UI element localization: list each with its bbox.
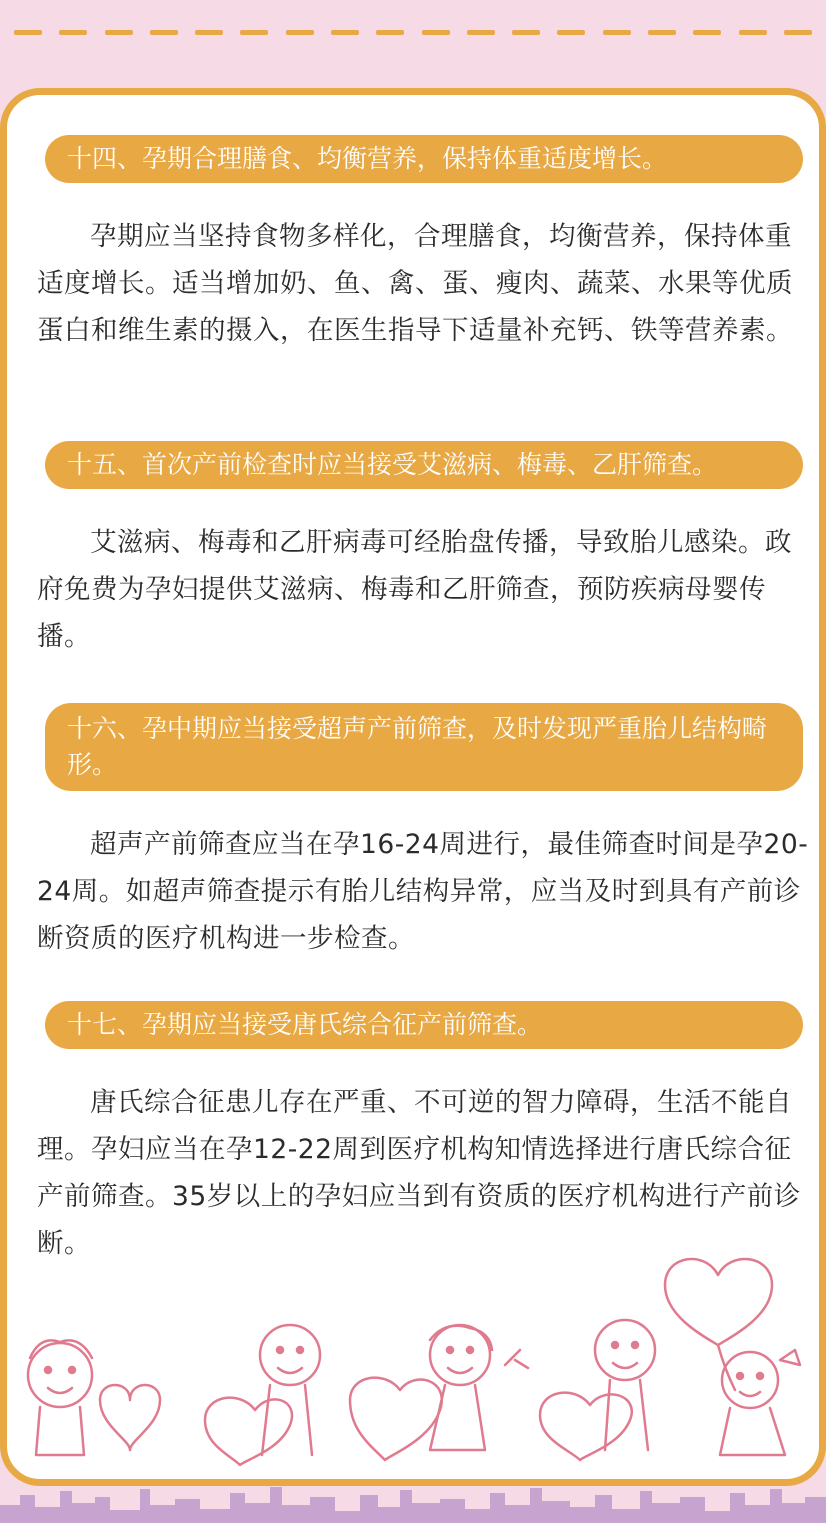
section-heading-14: 十四、孕期合理膳食、均衡营养，保持体重适度增长。	[45, 135, 803, 183]
section-heading-17: 十七、孕期应当接受唐氏综合征产前筛查。	[45, 1001, 803, 1049]
child-with-heart-icon	[28, 1340, 160, 1455]
girl-with-balloon-icon	[665, 1259, 800, 1455]
top-dashed-border	[0, 30, 826, 36]
section-heading-16: 十六、孕中期应当接受超声产前筛查，及时发现严重胎儿结构畸形。	[45, 703, 803, 791]
section-body-16: 超声产前筛查应当在孕16-24周进行，最佳筛查时间是孕20-24周。如超声筛查提示有胎儿结构异常，应当及时到具有产前诊断资质的医疗机构进一步检查。	[37, 829, 809, 954]
section-heading-15: 十五、首次产前检查时应当接受艾滋病、梅毒、乙肝筛查。	[45, 441, 803, 489]
girl-with-heart-icon	[350, 1325, 528, 1460]
boy-with-heart-icon	[205, 1325, 320, 1465]
children-illustration	[0, 1250, 826, 1480]
section-body-17: 唐氏综合征患儿存在严重、不可逆的智力障碍，生活不能自理。孕妇应当在孕12-22周到医疗机构知情选择进行唐氏综合征产前筛查。35岁以上的孕妇应当到有资质的医疗机构进行产前诊断。	[37, 1087, 801, 1259]
boy-with-heart-icon	[540, 1320, 655, 1460]
section-body-15: 艾滋病、梅毒和乙肝病毒可经胎盘传播，导致胎儿感染。政府免费为孕妇提供艾滋病、梅毒和乙肝筛查，预防疾病母婴传播。	[37, 527, 792, 652]
city-skyline-icon	[0, 1485, 826, 1523]
section-body-14: 孕期应当坚持食物多样化，合理膳食，均衡营养，保持体重适度增长。适当增加奶、鱼、禽、蛋、瘦肉、蔬菜、水果等优质蛋白和维生素的摄入，在医生指导下适量补充钙、铁等营养素。	[37, 221, 793, 346]
